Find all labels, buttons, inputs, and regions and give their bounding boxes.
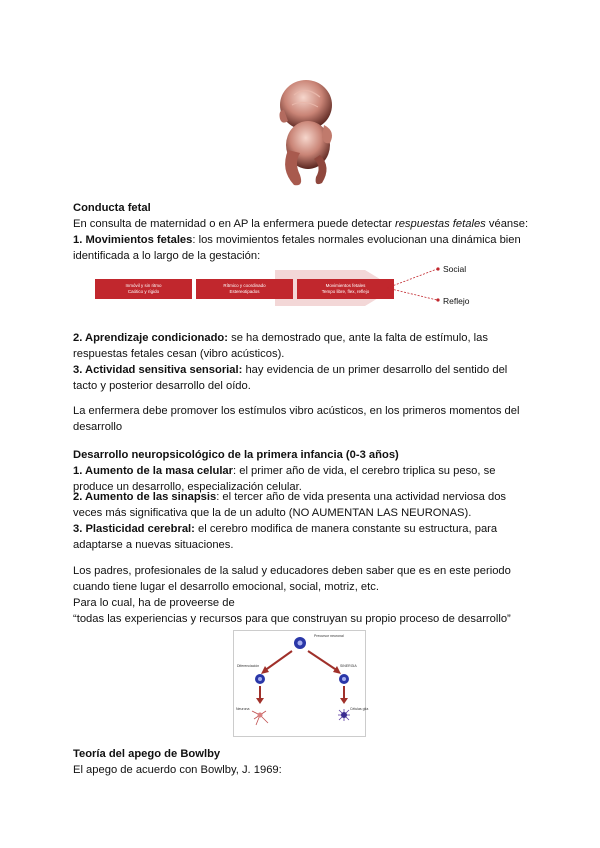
timeline-stage: Inmóvil y sin ritmo Caótico y rígido — [95, 279, 192, 299]
movimientos-fetales-item — [73, 232, 533, 264]
item-text: se ha demostrado que, ante la falta de estímulo, las respuestas fetales cesan (vibro acústicos). — [73, 332, 488, 361]
neuron-label: Neurona — [236, 707, 250, 711]
branch-reflejo-label: Reflejo — [443, 296, 470, 306]
item-text: : los movimientos fetales normales evolucionan una dinámica bien identificada a lo largo de la gestación: — [73, 234, 521, 263]
neuron-diagram-graphic — [234, 631, 365, 736]
item-label: 1. Aumento de la masa celular — [73, 465, 234, 477]
intro-tail: véanse: — [485, 218, 529, 230]
neuron-differentiation-diagram — [233, 630, 369, 737]
actividad-sensitiva-item — [73, 362, 533, 394]
aprendizaje-item — [73, 330, 533, 362]
branch-arrows — [385, 262, 445, 308]
timeline-stage: Movimientos fetales Tempo libre, flex, reflejo — [297, 279, 394, 299]
item-text: : el primer año de vida, el cerebro triplica su peso, se produce un desarrollo, especialización celular. — [73, 465, 496, 494]
sinergia-label: SINERGIA — [340, 664, 357, 668]
item-label: 2. Aprendizaje condicionado: — [73, 332, 228, 344]
item-label: 1. Movimientos fetales — [73, 234, 193, 246]
precursor-label: Precursor neuronal — [314, 634, 344, 638]
item-label: 3. Plasticidad cerebral: — [73, 523, 195, 535]
item-label: 3. Actividad sensitiva sensorial: — [73, 364, 243, 376]
conducta-fetal-intro — [73, 216, 533, 232]
intro-text: En consulta de maternidad o en AP la enfermera puede detectar — [73, 218, 395, 230]
fetus-illustration — [270, 75, 340, 190]
nurse-paragraph: La enfermera debe promover los estímulos vibro acústicos, en los primeros momentos del desarrollo — [73, 405, 520, 434]
timeline-stage: Rítmico y coordinado Estereotipados — [196, 279, 293, 299]
glia-label: Células glía — [350, 707, 369, 711]
bowlby-heading: Teoría del apego de Bowlby — [73, 748, 221, 760]
fetal-movements-timeline — [95, 270, 395, 306]
item-label: 2. Aumento de las sinapsis — [73, 491, 217, 503]
differentiation-label: Diferenciación — [237, 664, 260, 668]
item-text: el cerebro modifica de manera constante su estructura, para adaptarse a nuevas situaciones. — [73, 523, 498, 552]
quote: “todas las experiencias y recursos para que construyan su propio proceso de desarrollo” — [73, 613, 511, 625]
branch-social-label: Social — [443, 264, 467, 274]
item-text: : el tercer año de vida presenta una actividad nerviosa dos veces más significativa que la de un adulto (NO AUMENTAN LAS NEURONAS). — [73, 491, 507, 520]
neuro-heading: Desarrollo neuropsicológico de la primera infancia (0-3 años) — [73, 449, 399, 461]
conducta-fetal-heading: Conducta fetal — [73, 202, 151, 214]
bowlby-text: El apego de acuerdo con Bowlby, J. 1969: — [73, 764, 282, 776]
plasticidad-item — [73, 521, 533, 553]
intro-italic: respuestas fetales — [394, 218, 486, 230]
parents-paragraph: Los padres, profesionales de la salud y educadores deben saber que es en este periodo cuando tiene lugar el desarrollo emocional, social, motriz, etc. — [73, 565, 511, 594]
sinapsis-item — [73, 489, 533, 521]
parents-line2: Para lo cual, ha de proveerse de — [73, 597, 235, 609]
item-text: hay evidencia de un primer desarrollo del sentido del tacto y posterior desarrollo del oído. — [73, 364, 508, 393]
